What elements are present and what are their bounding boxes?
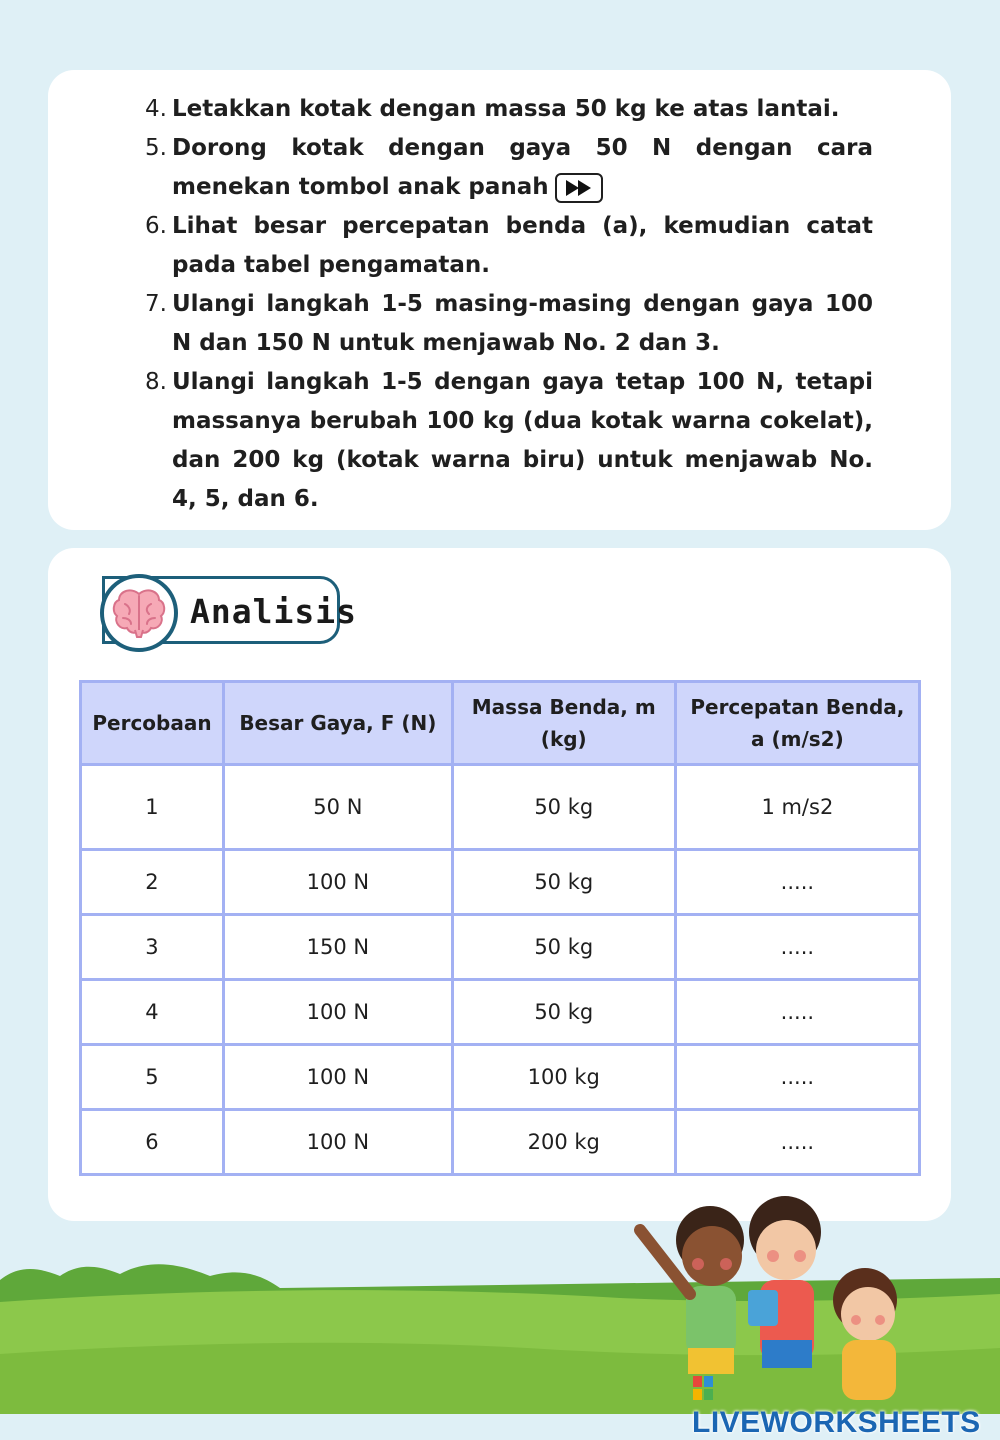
liveworksheets-logo — [692, 1372, 1000, 1440]
cell-massa: 50 kg — [452, 915, 675, 980]
cell-percepatan-answer[interactable]: ..... — [675, 980, 919, 1045]
table-row — [81, 850, 920, 915]
step-item — [145, 90, 873, 129]
steps-list — [145, 90, 873, 519]
header-besar-gaya: Besar Gaya, F (N) — [223, 682, 452, 765]
step-text: Letakkan kotak dengan massa 50 kg ke atas lantai. — [172, 96, 840, 122]
table-row — [81, 1045, 920, 1110]
step-number: 7. — [145, 291, 167, 317]
cell-percobaan: 4 — [81, 980, 224, 1045]
step-text: Ulangi langkah 1-5 dengan gaya tetap 100 N, tetapi massanya berubah 100 kg (dua kotak warna cokelat), dan 200 kg (kotak warna biru) untuk menjawab No. 4, 5, dan 6. — [172, 369, 873, 512]
step-text: Ulangi langkah 1-5 masing-masing dengan gaya 100 N dan 150 N untuk menjawab No. 2 dan 3. — [172, 291, 873, 356]
cell-percobaan: 3 — [81, 915, 224, 980]
cell-percepatan-answer[interactable]: ..... — [675, 1045, 919, 1110]
cell-massa: 200 kg — [452, 1110, 675, 1175]
cell-massa: 50 kg — [452, 765, 675, 850]
analysis-card — [48, 548, 951, 1221]
cell-gaya: 50 N — [223, 765, 452, 850]
cell-percobaan: 6 — [81, 1110, 224, 1175]
table-row — [81, 980, 920, 1045]
header-percobaan: Percobaan — [81, 682, 224, 765]
step-number: 5. — [145, 135, 167, 161]
header-massa-benda: Massa Benda, m (kg) — [452, 682, 675, 765]
fast-forward-icon — [555, 173, 603, 203]
cell-gaya: 100 N — [223, 980, 452, 1045]
cell-percobaan: 2 — [81, 850, 224, 915]
step-item — [145, 129, 873, 207]
liveworksheets-logo-icon — [692, 1375, 714, 1401]
step-number: 6. — [145, 213, 167, 239]
table-row — [81, 1110, 920, 1175]
cell-gaya: 100 N — [223, 850, 452, 915]
step-number: 4. — [145, 96, 167, 122]
header-percepatan-benda: Percepatan Benda, a (m/s2) — [675, 682, 919, 765]
cell-percepatan-answer[interactable]: ..... — [675, 850, 919, 915]
cell-massa: 50 kg — [452, 850, 675, 915]
cell-percobaan: 1 — [81, 765, 224, 850]
analysis-title: Analisis — [190, 592, 357, 631]
table-row — [81, 915, 920, 980]
cell-massa: 100 kg — [452, 1045, 675, 1110]
observation-table — [79, 680, 921, 1176]
cell-gaya: 150 N — [223, 915, 452, 980]
cell-percepatan-answer[interactable]: ..... — [675, 915, 919, 980]
table-header-row — [81, 682, 920, 765]
step-text — [172, 129, 873, 207]
step-text: Lihat besar percepatan benda (a), kemudian catat pada tabel pengamatan. — [172, 213, 873, 278]
cell-percepatan: 1 m/s2 — [675, 765, 919, 850]
step-item — [145, 363, 873, 519]
step-item — [145, 285, 873, 363]
step-text-content: Dorong kotak dengan gaya 50 N dengan cara menekan tombol anak panah — [172, 135, 873, 200]
table-row — [81, 765, 920, 850]
cell-gaya: 100 N — [223, 1045, 452, 1110]
brand-text: LIVEWORKSHEETS — [692, 1406, 981, 1439]
brain-icon — [100, 574, 178, 652]
cell-massa: 50 kg — [452, 980, 675, 1045]
cell-percobaan: 5 — [81, 1045, 224, 1110]
step-number: 8. — [145, 369, 167, 395]
instructions-card — [48, 70, 951, 530]
step-item — [145, 207, 873, 285]
cell-percepatan-answer[interactable]: ..... — [675, 1110, 919, 1175]
cell-gaya: 100 N — [223, 1110, 452, 1175]
